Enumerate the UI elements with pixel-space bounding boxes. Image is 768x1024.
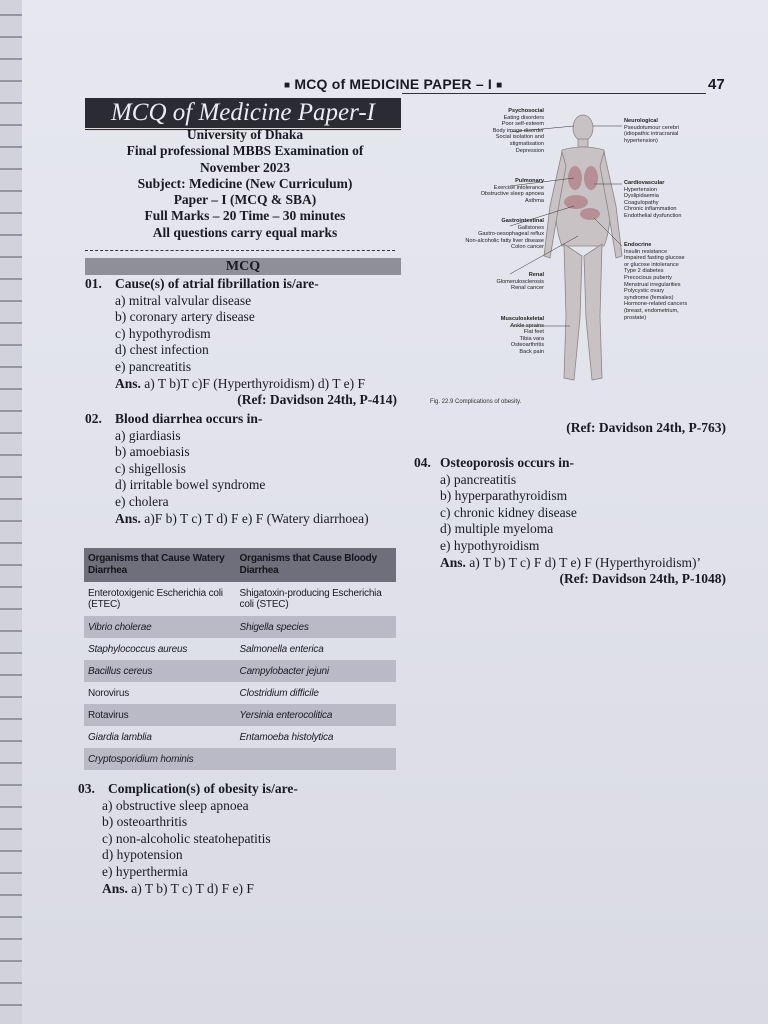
obesity-complications-figure (465, 106, 698, 406)
option: d) chest infection (115, 342, 209, 358)
option: b) coronary artery disease (115, 309, 255, 325)
figure-caption: Fig. 22.9 Complications of obesity. (430, 399, 522, 405)
exam-info (90, 127, 400, 241)
table-cell: Campylobacter jejuni (236, 660, 396, 682)
option: d) irritable bowel syndrome (115, 477, 266, 493)
answer: Ans. a) T b)T c)F (Hyperthyroidism) d) T e) F (115, 375, 365, 391)
exam-info-line: Full Marks – 20 Time – 30 minutes (144, 208, 346, 224)
question-2: 02. Blood diarrhea occurs in- a) giardiasis b) amoebiasis c) shigellosis d) irritable bowel syndrome e) cholera Ans. a)F b) T c) T d) F e) F (Watery diarrhoea) (85, 411, 397, 527)
figure-label-psychosocial: Psychosocial Eating disorders Poor self-esteem Body image disorder Social isolation and stigmatisation Depression (492, 108, 544, 154)
organisms-table (84, 548, 396, 770)
exam-info-line: University of Dhaka (186, 127, 304, 142)
table-row (84, 660, 396, 682)
table-cell: Rotavirus (84, 704, 236, 726)
option: e) pancreatitis (115, 358, 192, 374)
figure-label-neurological: Neurological Pseudotumour cerebri (idiopathic intracranial hypertension) (624, 118, 680, 144)
reference: (Ref: Davidson 24th, P-1048) (559, 571, 726, 587)
table-cell: Enterotoxigenic Escherichia coli (ETEC) (88, 588, 223, 610)
question-stem: Osteoporosis occurs in- (440, 455, 574, 470)
option: d) multiple myeloma (440, 521, 554, 537)
table-row (84, 726, 396, 748)
figure-label-pulmonary: Pulmonary Exercise intolerance Obstructive sleep apnoea Asthma (480, 178, 544, 204)
table-cell: Shigatoxin-producing Escherichia coli (STEC) (239, 588, 382, 610)
option: a) mitral valvular disease (115, 292, 252, 308)
option: c) non-alcoholic steatohepatitis (102, 830, 271, 846)
option: b) osteoarthritis (102, 814, 188, 830)
table-cell: Yersinia enterocolitica (236, 704, 396, 726)
table-cell: Cryptosporidium hominis (84, 748, 236, 770)
exam-info-line: November 2023 (199, 159, 291, 175)
figure-label-renal: Renal Glomerulosclerosis Renal cancer (496, 272, 544, 292)
figure-label-cardiovascular: Cardiovascular Hypertension Dyslipidaemia Coagulopathy Chronic inflammation Endothelial dysfunction (624, 180, 682, 219)
exam-info-line: Subject: Medicine (New Curriculum) (137, 175, 353, 191)
table-header-row (84, 548, 396, 582)
option: d) hypotension (102, 847, 183, 863)
answer: Ans. a) T b) T c) T d) F e) F (102, 880, 254, 896)
option: a) pancreatitis (440, 471, 517, 487)
answer: Ans. a) T b) T c) F d) T e) F (Hyperthyroidism)’ (440, 554, 701, 570)
question-3: 03. Complication(s) of obesity is/are- a) obstructive sleep apnoea b) osteoarthritis c) non-alcoholic steatohepatitis d) hypotension e) hyperthermia Ans. a) T b) T c) T d) F e) F (78, 781, 398, 897)
figure-reference: (Ref: Davidson 24th, P-763) (566, 420, 726, 435)
option: c) chronic kidney disease (440, 504, 577, 520)
table-row (84, 704, 396, 726)
table-cell (236, 748, 396, 770)
question-1: 01. Cause(s) of atrial fibrillation is/are- a) mitral valvular disease b) coronary artery disease c) hypothyrodism d) chest infection e) pancreatitis Ans. a) T b)T c)F (Hyperthyroidism) d) T e) F (Ref: Davidson 24th, P-414) (85, 276, 397, 408)
question-stem: Blood diarrhea occurs in- (115, 411, 263, 426)
section-label: MCQ (85, 258, 401, 275)
question-4: 04. Osteoporosis occurs in- a) pancreatitis b) hyperparathyroidism c) chronic kidney disease d) multiple myeloma e) hypothyroidism Ans. a) T b) T c) F d) T e) F (Hyperthyroidism)’ (Ref: Davidson 24th, P-1048) (414, 455, 726, 587)
header-rule (402, 93, 706, 94)
table-cell: Shigella species (236, 616, 396, 638)
table-cell: Salmonella enterica (239, 643, 324, 655)
option: b) hyperparathyroidism (440, 488, 568, 504)
figure-label-gastrointestinal: Gastrointestinal Gallstones Gastro-oesophageal reflux Non-alcoholic fatty liver disease Colon cancer (465, 218, 544, 251)
option: a) giardiasis (115, 427, 181, 443)
table-row (84, 682, 396, 704)
table-row (84, 748, 396, 770)
option: e) hypothyroidism (440, 537, 540, 553)
answer: Ans. a)F b) T c) T d) F e) F (Watery diarrhoea) (115, 510, 369, 526)
table-cell: Vibrio cholerae (84, 616, 236, 638)
column-header: Organisms that Cause Bloody Diarrhea (236, 548, 396, 582)
reference: (Ref: Davidson 24th, P-414) (237, 392, 397, 408)
page-title: MCQ of Medicine Paper-I (85, 98, 401, 131)
table-row (84, 616, 396, 638)
exam-info-line: Final professional MBBS Examination of (126, 143, 364, 159)
table-row (84, 638, 396, 660)
figure-label-musculoskeletal: Musculoskeletal Ankle sprains Flat feet Tibia vara Osteoarthritis Back pain (500, 316, 544, 355)
page-number: 47 (708, 76, 725, 93)
option: c) hypothyrodism (115, 325, 211, 341)
option: e) cholera (115, 493, 169, 509)
table-cell: Clostridium difficile (239, 687, 319, 699)
table-cell: Entamoeba histolytica (239, 731, 334, 743)
question-stem: Cause(s) of atrial fibrillation is/are- (115, 276, 319, 291)
running-header: ■ MCQ of MEDICINE PAPER – I ■ (284, 76, 503, 92)
exam-info-line: Paper – I (MCQ & SBA) (173, 192, 317, 208)
column-header: Organisms that Cause Watery Diarrhea (84, 548, 236, 582)
table-cell: Staphylococcus aureus (88, 643, 188, 655)
exam-info-line: All questions carry equal marks (152, 224, 338, 240)
option: a) obstructive sleep apnoea (102, 797, 249, 813)
option: e) hyperthermia (102, 863, 188, 879)
table-cell: Giardia lamblia (88, 731, 152, 743)
spiral-binding (0, 0, 22, 1024)
question-stem: Complication(s) of obesity is/are- (108, 781, 298, 796)
option: b) amoebiasis (115, 444, 190, 460)
dashed-divider (85, 250, 395, 251)
table-cell: Bacillus cereus (84, 660, 236, 682)
table-cell: Norovirus (88, 687, 129, 699)
option: c) shigellosis (115, 460, 186, 476)
table-row (84, 582, 396, 616)
figure-label-endocrine: Endocrine Insulin resistance Impaired fasting glucose or glucose intolerance Type 2 diabetes Precocious puberty Menstrual irregularities Polycystic ovary syndrome (females) Hormone-related cancers (breast, endometrium, prostate) (624, 242, 688, 321)
